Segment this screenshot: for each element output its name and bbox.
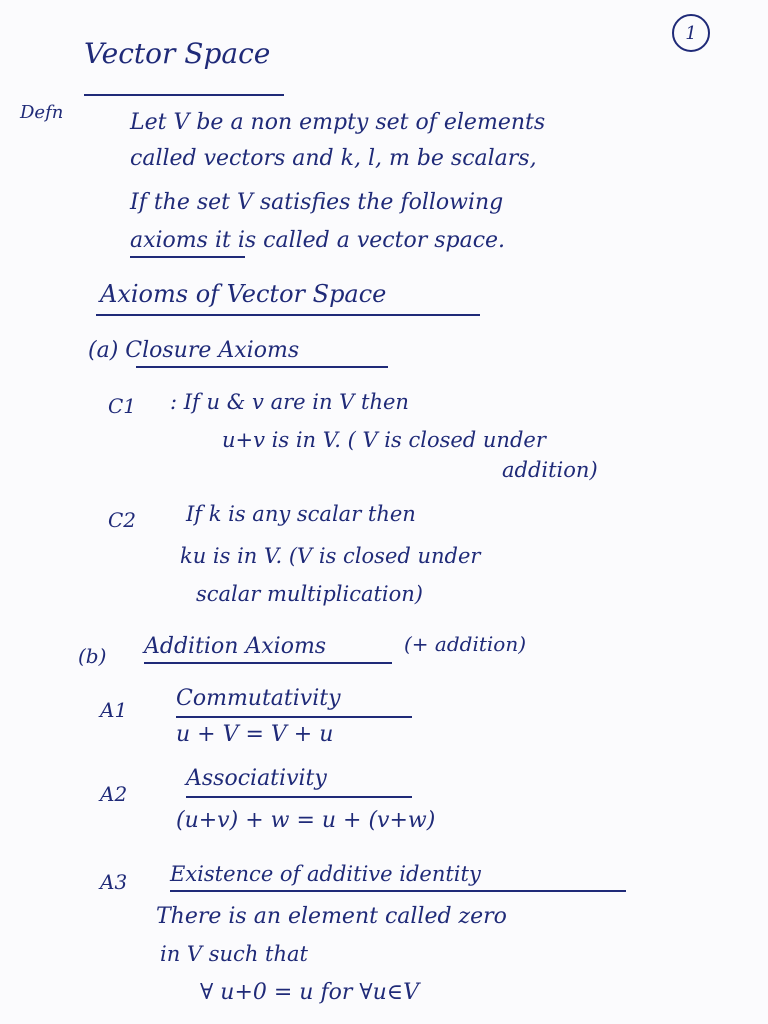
a3-title-underline	[170, 890, 626, 892]
definition-line-4: axioms it is called a vector space.	[130, 228, 506, 253]
definition-line-1: Let V be a non empty set of elements	[130, 110, 546, 135]
c2-line-1: If k is any scalar then	[186, 502, 416, 526]
c2-label: C2	[108, 508, 137, 532]
c1-line-1: : If u & v are in V then	[170, 390, 409, 414]
definition-line-2: called vectors and k, l, m be scalars,	[130, 146, 537, 171]
definition-label: Defn	[20, 102, 64, 123]
a3-label: A3	[100, 870, 128, 894]
definition-line-3: If the set V satisfies the following	[130, 190, 504, 215]
a1-equation: u + V = V + u	[176, 722, 334, 747]
closure-heading: (a) Closure Axioms	[88, 338, 300, 363]
a1-title-underline	[176, 716, 412, 718]
a3-line-1: There is an element called zero	[156, 904, 507, 929]
page-title: Vector Space	[84, 37, 271, 70]
c2-line-2: ku is in V. (V is closed under	[180, 544, 481, 568]
axioms-heading: Axioms of Vector Space	[100, 280, 387, 308]
a3-line-3: ∀ u+0 = u for ∀u∈V	[200, 980, 419, 1005]
a2-title: Associativity	[186, 766, 327, 791]
a2-label: A2	[100, 782, 128, 806]
axioms-word-underline	[130, 256, 245, 258]
addition-label: (b)	[78, 644, 107, 668]
a3-line-2: in V such that	[160, 942, 308, 966]
c1-line-3: addition)	[502, 458, 598, 482]
addition-heading-underline	[144, 662, 392, 664]
c1-label: C1	[108, 394, 137, 418]
addition-note: (+ addition)	[404, 632, 527, 656]
page-number: 1	[672, 14, 710, 52]
c1-line-2: u+v is in V. ( V is closed under	[222, 428, 546, 452]
title-underline	[84, 94, 284, 96]
addition-heading: Addition Axioms	[144, 634, 327, 659]
a1-title: Commutativity	[176, 686, 341, 711]
closure-heading-underline	[136, 366, 388, 368]
a1-label: A1	[100, 698, 128, 722]
a2-title-underline	[186, 796, 412, 798]
a3-title: Existence of additive identity	[170, 862, 481, 886]
axioms-heading-underline	[96, 314, 480, 316]
a2-equation: (u+v) + w = u + (v+w)	[176, 808, 436, 833]
c2-line-3: scalar multiplication)	[196, 582, 423, 606]
